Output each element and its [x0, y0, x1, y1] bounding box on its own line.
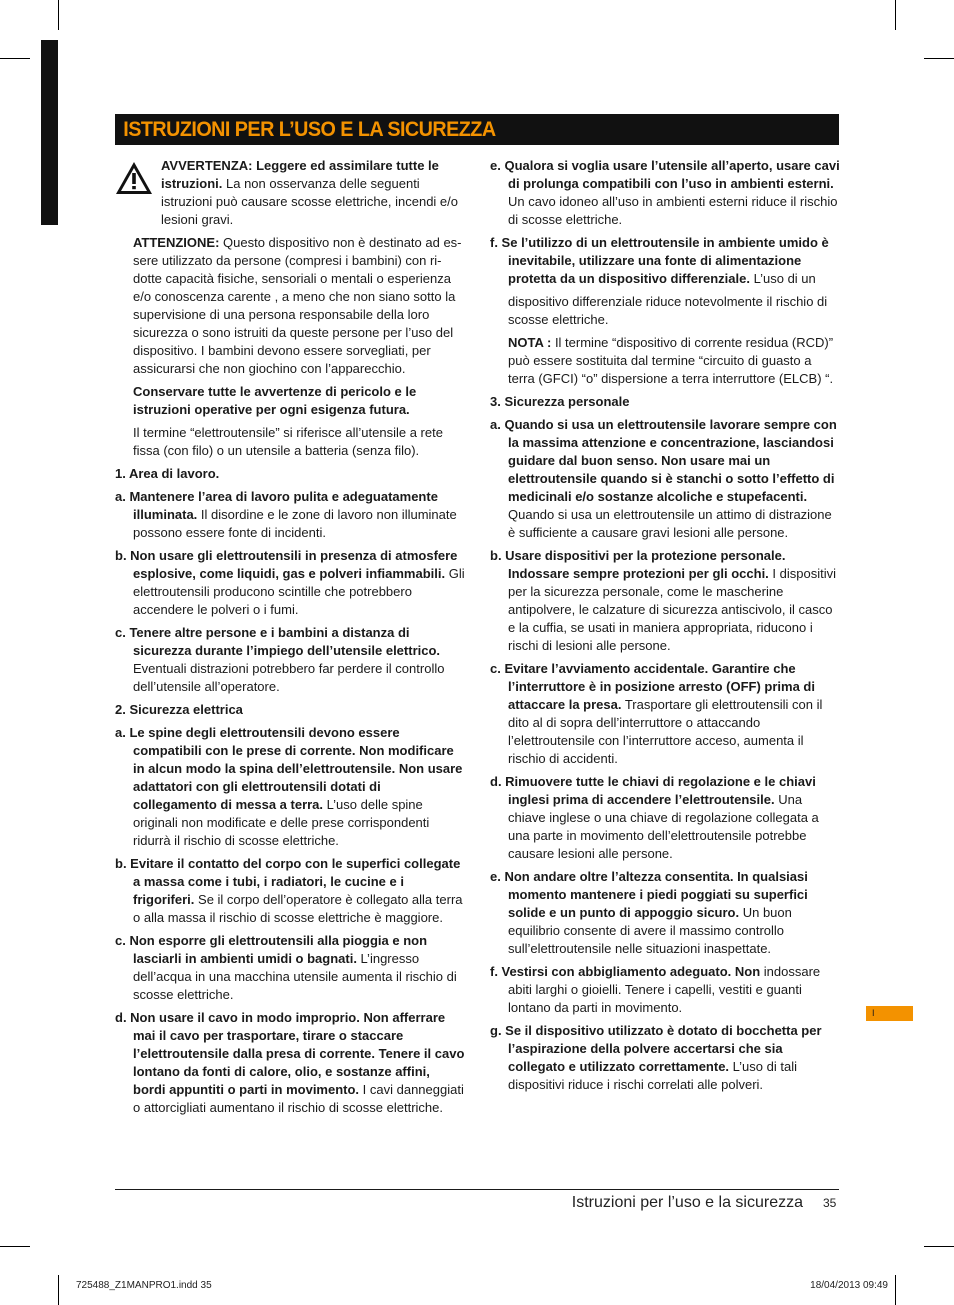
section-3-label: 3. Sicurezza personale: [490, 394, 630, 409]
section-header-bar: [115, 114, 839, 145]
list-item: [115, 932, 465, 1004]
item-body: L’ingresso dell’acqua in una macchina utensile aumenta il rischio di scosse elettriche.: [133, 951, 457, 1002]
list-item: [115, 624, 465, 696]
warning-text: [161, 157, 465, 229]
item-bold: c. Tenere altre persone e i bambini a distanza di sicurezza durante l’impiego dell’utensile elettrico.: [115, 625, 441, 658]
item-bold: b. Usare dispositivi per la protezione personale. Indossare sempre protezioni per gli occhi.: [490, 548, 786, 581]
conservare-paragraph: [115, 383, 465, 419]
list-item: [490, 234, 840, 288]
item-body: Un cavo idoneo all’uso in ambienti esterni riduce il rischio di scosse elettriche.: [508, 194, 838, 227]
item-bold: d. Non usare il cavo in modo improprio. Non afferrare mai il cavo per trasportare, tirare o staccare l’elettroutensile dalla presa di corrente. Tenere il cavo lontano da fonti di calore, olio, e sostanze affini, bordi appuntiti o parti in movimento.: [115, 1010, 465, 1097]
list-item: [115, 724, 465, 850]
item-bold: a. Mantenere l’area di lavoro pulita e adeguatamente illuminata.: [115, 489, 438, 522]
print-slug-file: 725488_Z1MANPRO1.indd 35: [76, 1280, 212, 1291]
print-slug-date: 18/04/2013 09:49: [810, 1280, 888, 1291]
list-item: [115, 547, 465, 619]
footer-rule: [115, 1189, 839, 1190]
warning-body: La non osservanza delle seguenti istruzioni può causare scosse elettriche, incendi e/o lesioni gravi.: [161, 176, 458, 227]
item-bold: g. Se il dispositivo utilizzato è dotato di bocchetta per l’aspirazione della polvere accertarsi che sia collegato e utilizzato correttamente.: [490, 1023, 822, 1074]
termine-paragraph: Il termine “elettroutensile” si riferisce all’utensile a rete fissa (con filo) o un utensile a batteria (senza filo).: [133, 425, 443, 458]
item-bold: c. Evitare l’avviamento accidentale. Garantire che l’interruttore è in posizione arresto (OFF) prima di attaccare la presa.: [490, 661, 815, 712]
right-column: [490, 157, 840, 1099]
list-item: [115, 855, 465, 927]
list-item: [490, 660, 840, 768]
list-item: [490, 1022, 840, 1094]
page-title: ISTRUZIONI PER L’USO E LA SICUREZZA: [123, 117, 496, 141]
item-bold: b. Evitare il contatto del corpo con le superfici collegate a massa come i tubi, i radiatori, le cucine e i frigoriferi.: [115, 856, 461, 907]
warning-triangle-icon: [115, 161, 153, 195]
item-bold: c. Non esporre gli elettroutensili alla pioggia e non lasciarli in ambienti umidi o bagnati.: [115, 933, 428, 966]
item-continuation: dispositivo differenziale riduce notevolmente il rischio di scosse elettriche.: [508, 294, 828, 327]
language-tab: I: [866, 1006, 913, 1021]
section-heading-1: [115, 465, 465, 483]
attenzione-body: Questo dispositivo non è destinato ad es-sere utilizzato da persone (compresi i bambini) con ri-dotte capacità fisiche, sensoriali o mentali o esperienza e/o conoscenza carente , a meno che non siano sotto la supervisione di una persona responsabile della loro sicurezza o sono istruiti da queste persone per l’uso del dispositivo. I bambini devono essere sorvegliati, per assicurarsi che non giochino con l’apparecchio.: [133, 235, 462, 376]
section-2-label: 2. Sicurezza elettrica: [115, 702, 243, 717]
warning-block: [115, 157, 465, 229]
item-body: I dispositivi per la sicurezza personale, come le mascherine antipolvere, le calzature di sicurezza antiscivolo, il casco e la cuffia, se usati in maniera appropriata, riducono i rischi di lesioni alle persone.: [508, 566, 836, 653]
item-bold: e. Non andare oltre l’altezza consentita. In qualsiasi momento mantenere i piedi poggiati su superfici solide e un punto di appoggio sicuro.: [490, 869, 808, 920]
section-heading-3: [490, 393, 840, 411]
item-bold: e. Qualora si voglia usare l’utensile all’aperto, usare cavi di prolunga compatibili con l’uso in ambienti esterni.: [490, 158, 840, 191]
item-body: Un buon equilibrio consente di avere il massimo controllo sull’elettroutensile nelle situazioni inaspettate.: [508, 905, 792, 956]
item-body: L’uso di un: [749, 271, 816, 286]
item-body: L’uso delle spine originali non modificate e delle prese corrispondenti ridurrà il rischio di scosse elettriche.: [133, 797, 430, 848]
crop-mark: [58, 0, 59, 30]
list-item: [490, 157, 840, 229]
item-body: Una chiave inglese o una chiave di regolazione collegata a una parte in movimento dell’elettroutensile potrebbe causare lesioni alle persone.: [508, 792, 819, 861]
item-body: Se il corpo dell’operatore è collegato alla terra o alla massa il rischio di scosse elettriche è maggiore.: [133, 892, 463, 925]
section-1-label: 1. Area di lavoro.: [115, 466, 220, 481]
page-number: 35: [823, 1196, 837, 1210]
list-item: [490, 416, 840, 542]
list-item: [490, 547, 840, 655]
item-body: Quando si usa un elettroutensile un attimo di distrazione è sufficiente a causare gravi lesioni alle persone.: [508, 507, 832, 540]
crop-mark: [924, 1246, 954, 1247]
crop-mark: [895, 1275, 896, 1305]
item-body: Il disordine e le zone di lavoro non illuminate possono essere fonte di incidenti.: [133, 507, 457, 540]
nota-bold: NOTA :: [508, 335, 552, 350]
item-body: I cavi danneggiati o attorcigliati aumentano il rischio di scosse elettriche.: [133, 1082, 464, 1115]
nota-body: Il termine “dispositivo di corrente residua (RCD)” può essere sostituita dal termine “circuito di guasto a terra (GFCI) “o” dispersione a terra interruttore (ELCB) “.: [508, 335, 834, 386]
list-item: [490, 773, 840, 863]
item-bold: a. Le spine degli elettroutensili devono essere compatibili con le prese di corrente. Non modificare in alcun modo la spina dell’elettroutensile. Non usare adattatori con gli elettroutensili dotati di collegamento di messa a terra.: [115, 725, 463, 812]
crop-mark: [58, 1275, 59, 1305]
crop-mark: [924, 58, 954, 59]
list-item: [490, 963, 840, 1017]
item-body: L’uso di tali dispositivi riduce i rischi correlati alle polveri.: [508, 1059, 797, 1092]
crop-mark: [895, 0, 896, 30]
list-item: [115, 1009, 465, 1117]
item-bold: d. Rimuovere tutte le chiavi di regolazione e le chiavi inglesi prima di accendere l’elettroutensile.: [490, 774, 816, 807]
item-bold: f. Vestirsi con abbigliamento adeguato. Non: [490, 964, 761, 979]
section-heading-2: [115, 701, 465, 719]
crop-mark: [0, 1246, 30, 1247]
item-bold: b. Non usare gli elettroutensili in presenza di atmosfere esplosive, come liquidi, gas e polveri infiammabili.: [115, 548, 458, 581]
conservare-bold: Conservare tutte le avvertenze di pericolo e le istruzioni operative per ogni esigenza futura.: [133, 384, 417, 417]
attenzione-paragraph: [115, 234, 465, 378]
nota-paragraph: [490, 334, 840, 388]
item-body: Gli elettroutensili producono scintille che potrebbero accendere le polveri o i fumi.: [133, 566, 465, 617]
side-marker-bar: [41, 40, 58, 225]
item-body: Eventuali distrazioni potrebbero far perdere il controllo dell’utensile all’operatore.: [133, 661, 445, 694]
list-item: [490, 868, 840, 958]
item-body: indossare abiti larghi o gioielli. Tenere i capelli, vestiti e guanti lontano da parti in movimento.: [508, 964, 821, 1015]
warning-bold: AVVERTENZA: Leggere ed assimilare tutte le istruzioni.: [161, 158, 439, 191]
crop-mark: [0, 58, 30, 59]
item-body: Trasportare gli elettroutensili con il dito al di sopra dell’interruttore o attaccando l’elettroutensile con l’interruttore acceso, aumenta il rischio di accidenti.: [508, 697, 823, 766]
list-item: [115, 488, 465, 542]
attenzione-bold: ATTENZIONE:: [133, 235, 220, 250]
footer-title: Istruzioni per l’uso e la sicurezza: [571, 1194, 803, 1211]
item-bold: a. Quando si usa un elettroutensile lavorare sempre con la massima attenzione e concentrazione, lasciandosi guidare dal buon senso. Non usare mai un elettroutensile quando si è stanchi o sotto l’effetto di medicinali e/o sostanze alcoliche e stupefacenti.: [490, 417, 837, 504]
item-bold: f. Se l’utilizzo di un elettroutensile in ambiente umido è inevitabile, utilizzare una fonte di alimentazione protetta da un dispositivo differenziale.: [490, 235, 829, 286]
left-column: [115, 157, 465, 1122]
